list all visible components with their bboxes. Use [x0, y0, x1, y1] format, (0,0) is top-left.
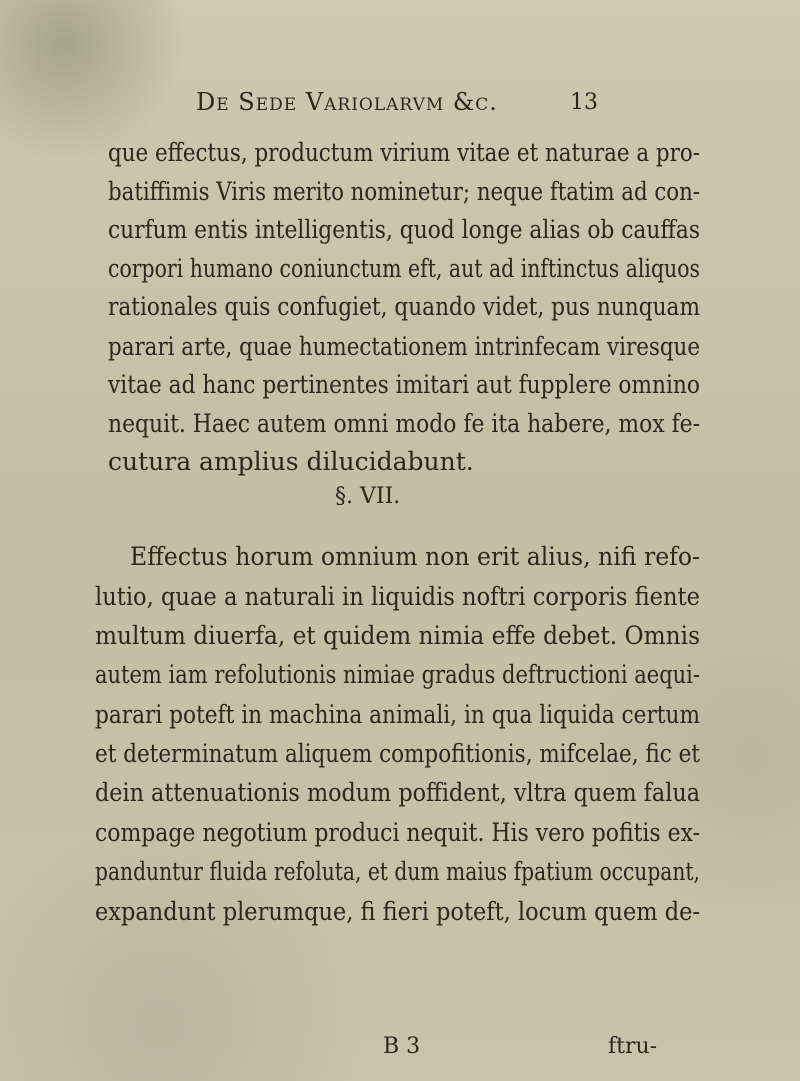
text-line: vitae ad hanc pertinentes imitari aut fupplere omnino [108, 370, 700, 399]
signature-mark: B 3 [383, 1034, 421, 1059]
text-line: batiffimis Viris merito nominetur; neque ftatim ad con- [108, 177, 700, 206]
text-line: curfum entis intelligentis, quod longe alias ob cauffas [108, 215, 700, 244]
text-line: parari arte, quae humectationem intrinfecam viresque [108, 332, 700, 361]
text-line: expandunt plerumque, fi fieri poteft, locum quem de- [95, 897, 700, 926]
text-line: compage negotium produci nequit. His vero pofitis ex- [95, 818, 700, 847]
text-line: et determinatum aliquem compofitionis, mifcelae, fic et [95, 739, 700, 768]
page-number: 13 [570, 90, 598, 115]
text-line: que effectus, productum virium vitae et naturae a pro- [108, 138, 700, 167]
text-line: parari poteft in machina animali, in qua liquida certum [95, 700, 700, 729]
text-line: panduntur fluida refoluta, et dum maius fpatium occupant, [95, 857, 700, 886]
running-title: De Sede Variolarvm &c. [196, 88, 498, 116]
text-line: cutura amplius dilucidabunt. [108, 447, 474, 476]
text-line: nequit. Haec autem omni modo fe ita habere, mox fe- [108, 409, 700, 438]
text-line: rationales quis confugiet, quando videt, pus nunquam [108, 292, 700, 321]
section-heading: §. VII. [335, 484, 401, 509]
text-line: lutio, quae a naturali in liquidis noftri corporis fiente [95, 582, 700, 611]
text-line: multum diuerfa, et quidem nimia effe debet. Omnis [95, 621, 700, 650]
text-line: dein attenuationis modum poffident, vltra quem falua [95, 778, 700, 807]
text-line: corpori humano coniunctum eft, aut ad inftinctus aliquos [108, 254, 700, 283]
catchword: ftru- [608, 1034, 658, 1059]
text-line: Effectus horum omnium non erit alius, nifi refo- [130, 542, 700, 571]
text-line: autem iam refolutionis nimiae gradus deftructioni aequi- [95, 660, 700, 689]
page-header [196, 88, 616, 124]
